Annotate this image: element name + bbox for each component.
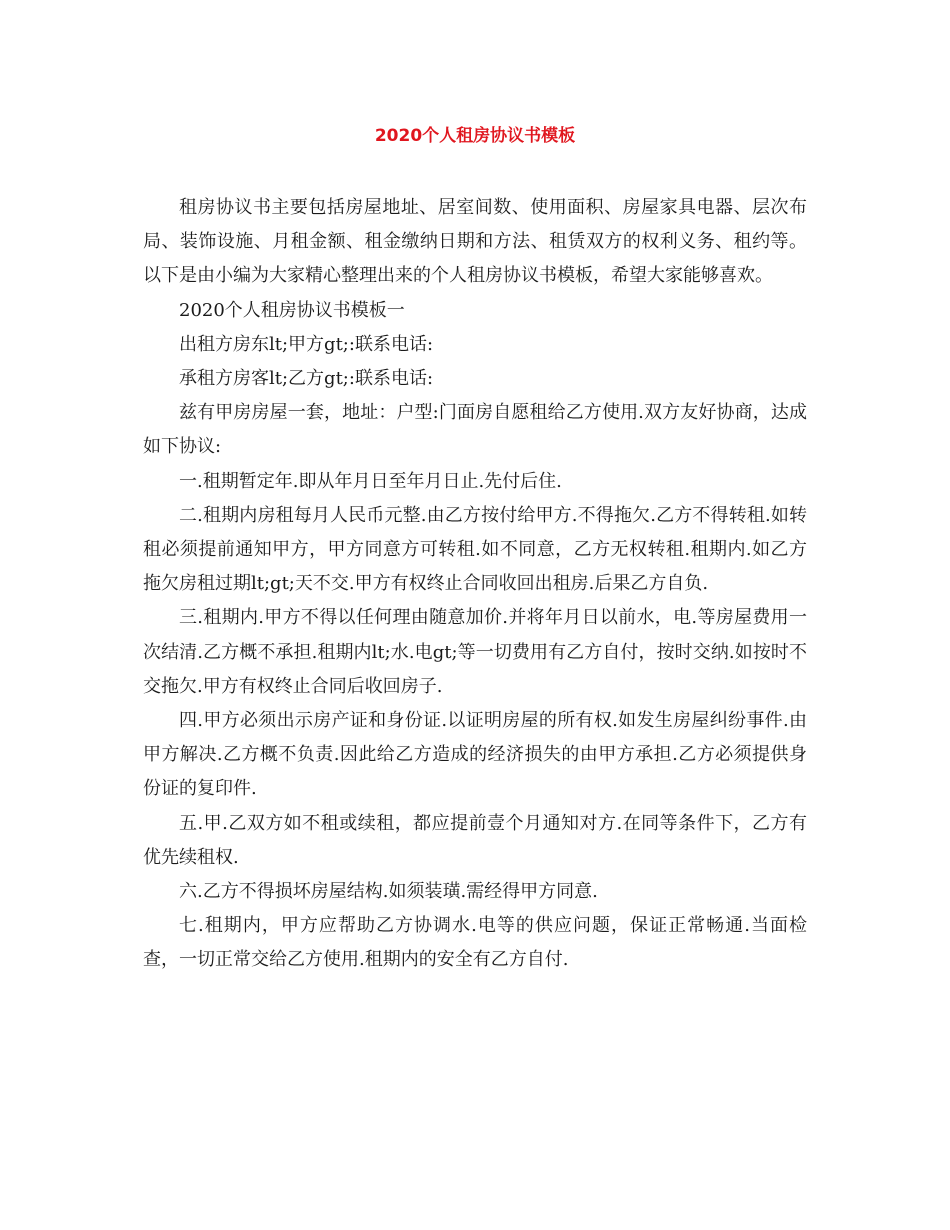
clause-6: 六.乙方不得损坏房屋结构.如须装璜.需经得甲方同意.: [179, 881, 598, 903]
lessor-line: 出租方房东lt;甲方gt;:联系电话:: [179, 333, 434, 355]
property-paragraph: 兹有甲房房屋一套，地址：户型:门面房自愿租给乙方使用.双方友好协商，达成如下协议:: [143, 402, 807, 458]
clause-2: 二.租期内房租每月人民币元整.由乙方按付给甲方.不得拖欠.乙方不得转租.如转租必须提前通知甲方，甲方同意方可转租.如不同意，乙方无权转租.租期内.如乙方拖欠房租过期lt;gt;天不交.甲方有权终止合同收回出租房.后果乙方自负.: [143, 504, 807, 595]
clause-3: 三.租期内.甲方不得以任何理由随意加价.并将年月日以前水，电.等房屋费用一次结清.乙方概不承担.租期内lt;水.电gt;等一切费用有乙方自付，按时交纳.如按时不交拖欠.甲方有权终止合同后收回房子.: [143, 607, 807, 697]
clause-5: 五.甲.乙双方如不租或续租，都应提前壹个月通知对方.在同等条件下，乙方有优先续租权.: [143, 812, 807, 868]
intro-paragraph: 租房协议书主要包括房屋地址、居室间数、使用面积、房屋家具电器、层次布局、装饰设施、月租金额、租金缴纳日期和方法、租赁双方的权利义务、租约等。以下是由小编为大家精心整理出来的个人租房协议书模板，希望大家能够喜欢。: [143, 197, 807, 287]
template-heading: 2020个人租房协议书模板一: [179, 299, 405, 321]
lessee-line: 承租方房客lt;乙方gt;:联系电话:: [179, 368, 434, 390]
document-body: [143, 191, 807, 978]
document-title: 2020个人租房协议书模板: [374, 126, 576, 146]
clause-1: 一.租期暂定年.即从年月日至年月日止.先付后住.: [179, 470, 562, 492]
clause-4: 四.甲方必须出示房产证和身份证.以证明房屋的所有权.如发生房屋纠纷事件.由甲方解决.乙方概不负责.因此给乙方造成的经济损失的由甲方承担.乙方必须提供身份证的复印件.: [143, 710, 807, 800]
clause-7: 七.租期内，甲方应帮助乙方协调水.电等的供应问题，保证正常畅通.当面检查，一切正常交给乙方使用.租期内的安全有乙方自付.: [143, 915, 807, 971]
